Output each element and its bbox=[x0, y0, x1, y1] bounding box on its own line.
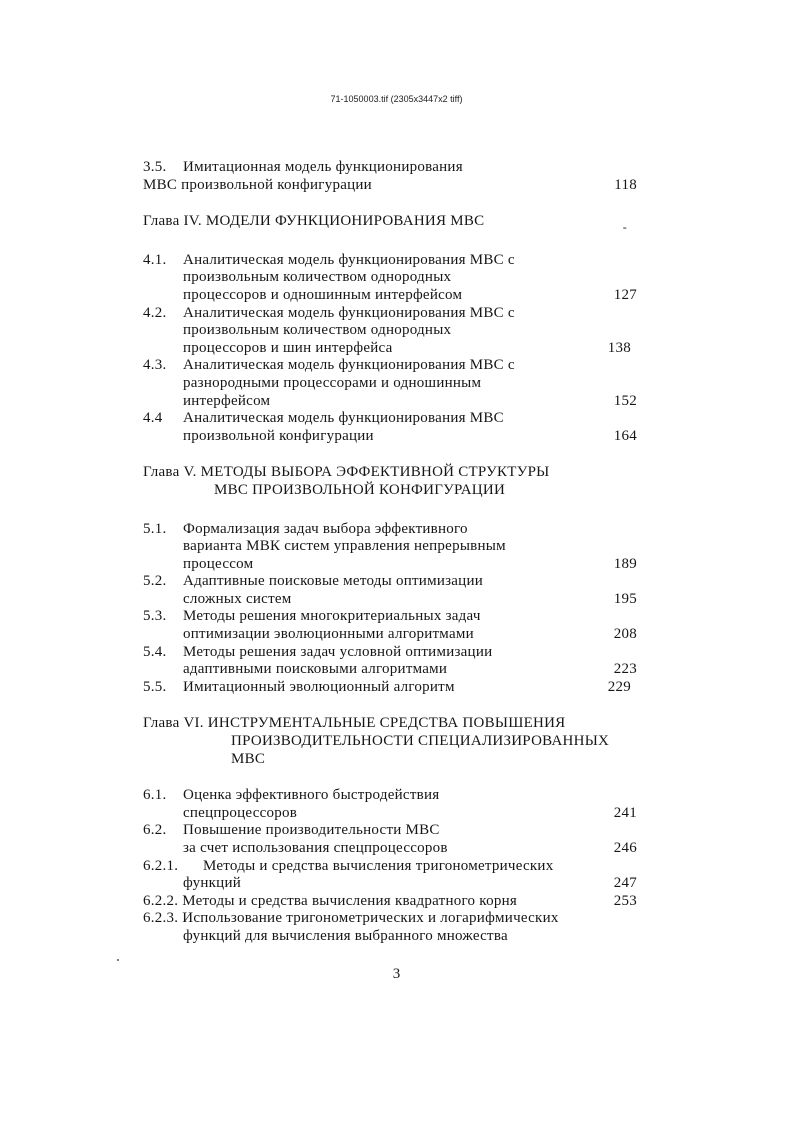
toc-entry-text: функций bbox=[183, 875, 241, 892]
toc-entry-text: адаптивными поисковыми алгоритмами bbox=[183, 661, 448, 678]
toc-entry-number: 3.5. bbox=[143, 159, 167, 175]
toc-entry-text: Адаптивные поисковые методы оптимизации bbox=[183, 573, 484, 590]
toc-entry-text: Аналитическая модель функционирования МВС с bbox=[183, 251, 515, 268]
toc-entry-page: 229 bbox=[607, 678, 631, 695]
toc-entry-5-4 bbox=[143, 644, 643, 679]
toc-entry-text: произвольным количеством однородных bbox=[183, 322, 452, 339]
toc-entry-number: 5.4. bbox=[143, 643, 167, 660]
toc-entry-text: Аналитическая модель функционирования МВС bbox=[183, 410, 504, 427]
toc-entry-text: функций для вычисления выбранного множества bbox=[183, 927, 508, 944]
toc-entry-number: 6.1. bbox=[143, 787, 167, 804]
toc-entry-6-2 bbox=[143, 822, 643, 857]
toc-entry-page: 241 bbox=[613, 804, 637, 821]
toc-entry-text: Повышение производительности МВС bbox=[183, 822, 440, 839]
chapter-title: МВС ПРОИЗВОЛЬНОЙ КОНФИГУРАЦИИ bbox=[214, 481, 506, 498]
toc-entry-number: 4.1. bbox=[143, 251, 167, 268]
toc-entry-text: интерфейсом bbox=[183, 392, 271, 409]
toc-entry-page: 138 bbox=[607, 339, 631, 356]
toc-entry-5-3 bbox=[143, 608, 643, 643]
scan-speck bbox=[117, 959, 119, 961]
toc-entry-page: 247 bbox=[613, 875, 637, 892]
toc-entry-text: Оценка эффективного быстродействия bbox=[183, 787, 440, 804]
chapter-title: Глава V. МЕТОДЫ ВЫБОРА ЭФФЕКТИВНОЙ СТРУКТУРЫ bbox=[143, 464, 550, 481]
chapter-title: Глава VI. ИНСТРУМЕНТАЛЬНЫЕ СРЕДСТВА ПОВЫШЕНИЯ bbox=[143, 715, 566, 732]
toc-entry-5-1 bbox=[143, 521, 643, 574]
toc-entry-text: разнородными процессорами и одношинным bbox=[183, 374, 482, 391]
chapter-heading-5 bbox=[143, 464, 643, 499]
toc-entry-text: спецпроцессоров bbox=[183, 804, 298, 821]
toc-entry-number: 6.2.2. bbox=[143, 892, 179, 909]
toc-entry-page: 253 bbox=[613, 892, 637, 909]
toc-entry-text: Использование тригонометрических и логарифмических bbox=[182, 910, 559, 927]
toc-entry-text: Методы решения многокритериальных задач bbox=[183, 608, 481, 625]
toc-entry-number: 5.1. bbox=[143, 520, 167, 537]
toc-entry-number: 6.2.1. bbox=[143, 857, 179, 874]
toc-entry-4-4 bbox=[143, 410, 643, 445]
toc-entry-text: Формализация задач выбора эффективного bbox=[183, 520, 468, 537]
toc-entry-text: Аналитическая модель функционирования МВС с bbox=[183, 357, 515, 374]
toc-entry-6-1 bbox=[143, 787, 643, 822]
toc-entry-text: МВС произвольной конфигурации bbox=[143, 176, 372, 193]
chapter-heading-6 bbox=[143, 715, 643, 768]
toc-entry-4-3 bbox=[143, 357, 643, 410]
toc-entry-text: за счет использования спецпроцессоров bbox=[183, 840, 448, 856]
toc-entry-6-2-2 bbox=[143, 893, 643, 911]
toc-entry-5-5 bbox=[143, 679, 643, 697]
toc-entry-text: процессоров и шин интерфейса bbox=[183, 339, 393, 356]
toc-entry-number: 4.2. bbox=[143, 304, 167, 321]
toc-entry-text: процессоров и одношинным интерфейсом bbox=[183, 286, 463, 303]
toc-entry-number: 6.2. bbox=[143, 822, 167, 839]
toc-entry-page: 118 bbox=[614, 176, 637, 193]
toc-entry-text: Методы решения задач условной оптимизации bbox=[183, 643, 493, 660]
toc-entry-text: Методы и средства вычисления квадратного корня bbox=[182, 892, 517, 909]
chapter-page: - bbox=[622, 220, 627, 235]
toc-entry-text: оптимизации эволюционными алгоритмами bbox=[183, 626, 474, 643]
chapter-title: ПРОИЗВОДИТЕЛЬНОСТИ СПЕЦИАЛИЗИРОВАННЫХ bbox=[231, 733, 610, 750]
chapter-title: Глава IV. МОДЕЛИ ФУНКЦИОНИРОВАНИЯ МВС bbox=[143, 213, 485, 230]
toc-entry-text: произвольным количеством однородных bbox=[183, 269, 452, 286]
toc-entry-6-2-3 bbox=[143, 910, 643, 945]
chapter-title: МВС bbox=[231, 750, 266, 767]
toc-entry-number: 4.3. bbox=[143, 357, 167, 374]
toc-entry-text: Аналитическая модель функционирования МВС с bbox=[183, 304, 515, 321]
toc-entry-4-2 bbox=[143, 305, 643, 358]
toc-entry-page: 164 bbox=[613, 427, 637, 444]
toc-entry-number: 5.5. bbox=[143, 678, 167, 695]
toc-entry-page: 127 bbox=[613, 286, 637, 303]
toc-entry-4-1 bbox=[143, 252, 643, 305]
toc-entry-page: 246 bbox=[613, 840, 637, 856]
toc-entry-page: 208 bbox=[613, 626, 637, 643]
toc-entry-page: 195 bbox=[613, 590, 637, 607]
toc-entry-3-5 bbox=[143, 159, 643, 194]
toc-entry-number: 4.4 bbox=[143, 410, 163, 427]
scan-file-header: 71-1050003.tif (2305x3447x2 tiff) bbox=[330, 94, 463, 104]
toc-entry-text: сложных систем bbox=[183, 590, 292, 607]
toc-entry-text: Имитационная модель функционирования bbox=[183, 159, 463, 175]
toc-entry-text: Имитационный эволюционный алгоритм bbox=[183, 678, 455, 695]
toc-entry-number: 5.3. bbox=[143, 608, 167, 625]
toc-entry-page: 223 bbox=[613, 661, 637, 678]
toc-entry-text: процессом bbox=[183, 555, 254, 572]
toc-entry-text: варианта МВК систем управления непрерывным bbox=[183, 538, 506, 555]
chapter-heading-4 bbox=[143, 213, 643, 235]
table-of-contents bbox=[143, 159, 643, 946]
page-number: 3 bbox=[392, 966, 401, 982]
toc-entry-page: 152 bbox=[613, 392, 637, 409]
toc-entry-text: произвольной конфигурации bbox=[183, 427, 374, 444]
toc-entry-number: 5.2. bbox=[143, 573, 167, 590]
toc-entry-5-2 bbox=[143, 573, 643, 608]
toc-entry-6-2-1 bbox=[143, 858, 643, 893]
toc-entry-text: Методы и средства вычисления тригонометрических bbox=[203, 857, 554, 874]
toc-entry-number: 6.2.3. bbox=[143, 910, 179, 927]
toc-entry-page: 189 bbox=[613, 555, 637, 572]
